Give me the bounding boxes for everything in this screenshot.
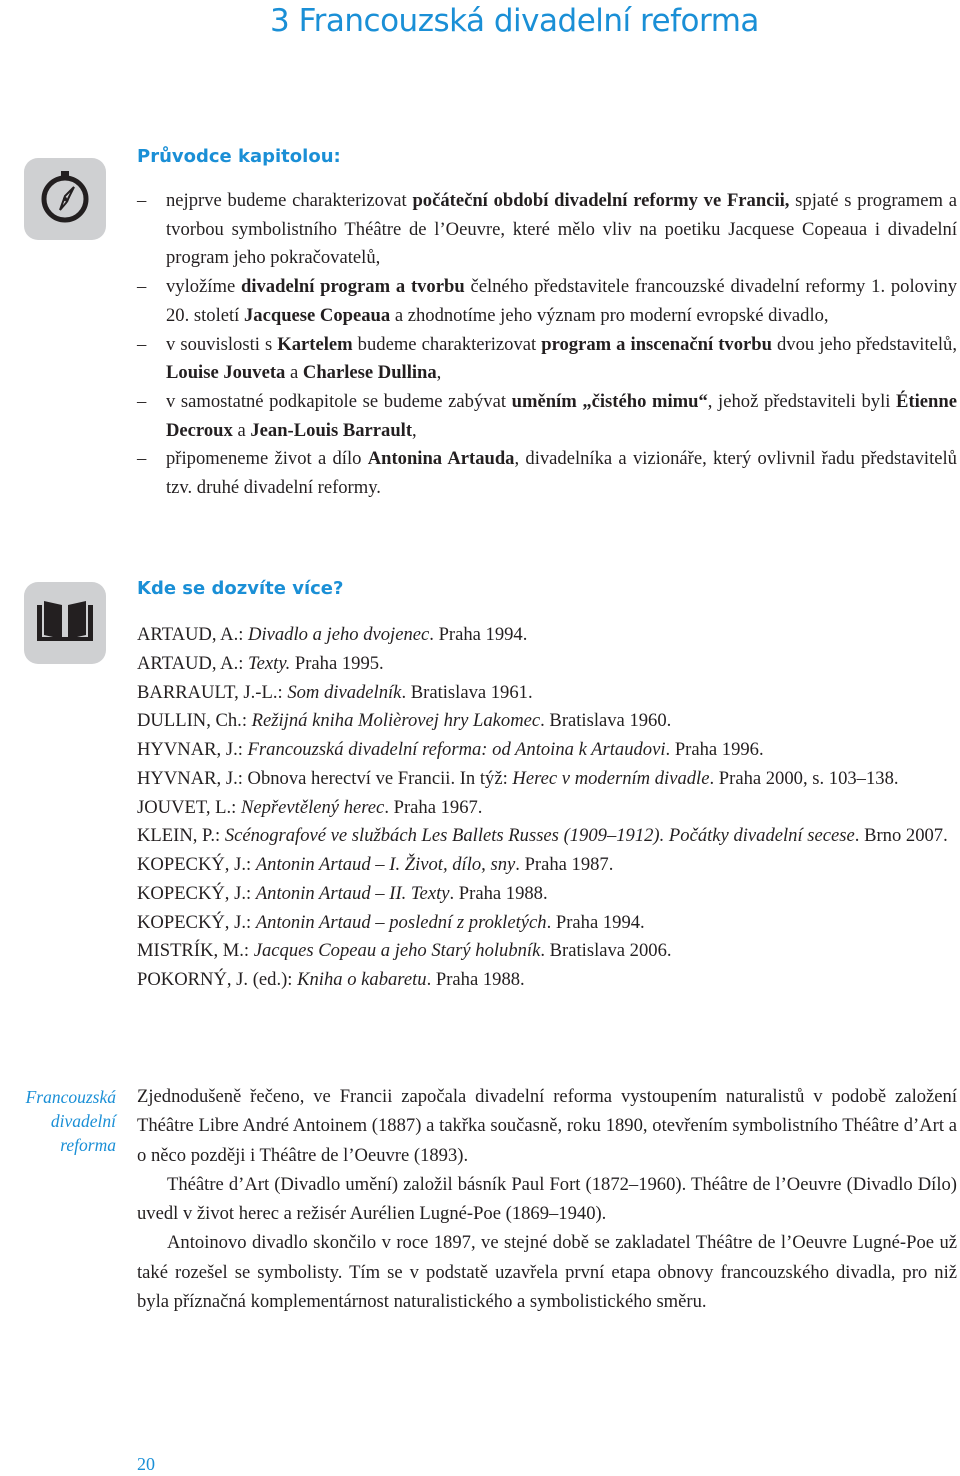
text-run: KOPECKÝ, J.:: [137, 882, 256, 904]
text-run: nejprve budeme charakterizovat: [166, 190, 413, 211]
italic-title: Antonin Artaud – poslední z prokletých: [255, 911, 547, 933]
italic-title: Scénografové ve službách Les Ballets Russes (1909–1912). Počátky divadelní secese: [224, 825, 855, 847]
reading-icon-box: [24, 582, 106, 664]
text-run: KOPECKÝ, J.:: [137, 854, 256, 875]
text-run: . Praha 1994.: [546, 911, 645, 933]
italic-title: Režijná kniha Molièrovej hry Lakomec: [251, 710, 541, 732]
guide-list-item: [137, 187, 957, 273]
italic-title: Divadlo a jeho dvojenec: [248, 624, 430, 645]
text-run: BARRAULT, J.-L.:: [137, 681, 288, 703]
bold-text: divadelní program a tvorbu: [241, 276, 465, 298]
body-paragraph: Théâtre d’Art (Divadlo umění) založil básník Paul Fort (1872–1960). Théâtre de l’Oeuvre (Divadlo Dílo) uvedl v život herec a režisér Aurélien Lugné-Poe (1869–1940).: [137, 1173, 957, 1225]
text-run: a: [232, 419, 251, 441]
italic-title: Francouzská divadelní reforma: od Antoina k Artaudovi: [247, 739, 666, 760]
reference-item: [137, 621, 957, 650]
reference-item: [137, 707, 957, 736]
guide-list-item: [137, 273, 957, 330]
bold-text: Kartelem: [277, 333, 353, 355]
bold-text: uměním „čistého mimu“: [511, 390, 708, 412]
italic-title: Antonin Artaud – I. Život, dílo, sny: [255, 854, 516, 875]
text-run: vyložíme: [166, 276, 241, 298]
bold-text: Charlese Dullina: [302, 362, 437, 384]
bold-text: Jean-Louis Barrault: [250, 419, 413, 441]
text-run: ARTAUD, A.:: [137, 652, 249, 674]
text-run: HYVNAR, J.:: [137, 739, 248, 760]
text-run: . Brno 2007.: [854, 825, 948, 847]
text-run: . Praha 1988.: [449, 882, 548, 904]
dash-bullet: –: [137, 448, 147, 470]
text-run: Praha 1995.: [290, 652, 384, 674]
reference-item: [137, 822, 957, 851]
text-run: připomeneme život a dílo: [166, 448, 368, 470]
reference-item: [137, 650, 957, 679]
text-run: a zhodnotíme jeho význam pro moderní evropské divadlo,: [390, 304, 829, 326]
dash-bullet: –: [137, 333, 147, 355]
body-text: [137, 1082, 957, 1316]
text-run: čelného představitele francouzské divadelní reformy 1. poloviny 20. století: [166, 276, 957, 326]
guide-list-item: [137, 445, 957, 502]
reference-item: [137, 909, 957, 938]
text-run: budeme charakterizovat: [352, 333, 542, 355]
italic-title: Som divadelník: [287, 681, 402, 703]
reference-item: [137, 937, 957, 966]
text-run: . Praha 1988.: [426, 969, 525, 990]
bold-text: Louise Jouveta: [166, 362, 286, 384]
guide-list-item: [137, 331, 957, 388]
italic-title: Herec v moderním divadle: [512, 767, 710, 789]
chapter-title: 3 Francouzská divadelní reforma: [270, 3, 759, 39]
italic-title: Jacques Copeau a jeho Starý holubník: [253, 940, 541, 962]
text-run: ,: [436, 362, 442, 384]
reference-item: [137, 765, 957, 794]
text-run: , divadelníka a vizionáře, který ovlivnil řadu představitelů tzv. druhé divadelní reformy.: [166, 448, 957, 499]
book-icon: [37, 599, 93, 648]
text-run: MISTRÍK, M.:: [137, 940, 254, 962]
bold-text: program a inscenační tvorbu: [541, 333, 772, 355]
guide-list-item: [137, 388, 957, 445]
text-run: , jehož představiteli byli: [707, 390, 897, 412]
guide-list: [137, 187, 957, 503]
compass-icon: [36, 168, 94, 231]
text-run: JOUVET, L.:: [137, 796, 241, 818]
text-run: . Praha 1967.: [384, 796, 483, 818]
bold-text: Jacquese Copeaua: [244, 304, 391, 326]
text-run: v samostatné podkapitole se budeme zabývat: [166, 390, 512, 412]
reading-heading: Kde se dozvíte více?: [137, 578, 344, 599]
reference-item: [137, 679, 957, 708]
text-run: . Praha 1987.: [515, 854, 614, 875]
reference-item: [137, 966, 957, 995]
italic-title: Texty.: [248, 652, 291, 674]
guide-heading: Průvodce kapitolou:: [137, 146, 341, 167]
text-run: KLEIN, P.:: [137, 825, 225, 847]
text-run: . Bratislava 1960.: [540, 710, 672, 732]
guide-icon-box: [24, 158, 106, 240]
reference-item: [137, 736, 957, 765]
body-paragraph: Zjednodušeně řečeno, ve Francii započala divadelní reforma vystoupením naturalistů v podobě založení Théâtre Libre André Antoinem (1887) a takřka současně, roku 1890, otevřením symbolistního Théâtre d’Art a o něco později i Théâtre de l’Oeuvre (1893).: [137, 1086, 957, 1166]
text-run: spjaté s programem a tvorbou symbolistního Théâtre de l’Oeuvre, které mělo vliv na poetiku Jacquese Copeaua i divadelní program jeho pokračovatelů,: [166, 190, 957, 269]
bold-text: počáteční období divadelní reformy ve Francii,: [412, 190, 790, 211]
text-run: KOPECKÝ, J.:: [137, 911, 256, 933]
text-run: ,: [412, 419, 417, 441]
reference-item: [137, 880, 957, 909]
dash-bullet: –: [137, 390, 147, 412]
bold-text: Antonina Artauda: [367, 448, 515, 470]
dash-bullet: –: [137, 190, 147, 211]
reference-item: [137, 794, 957, 823]
italic-title: Nepřevtělený herec: [240, 796, 385, 818]
reference-list: [137, 621, 957, 995]
page-number: 20: [137, 1454, 155, 1474]
text-run: a: [285, 362, 303, 384]
reference-item: [137, 851, 957, 880]
text-run: . Praha 1994.: [429, 624, 528, 645]
text-run: DULLIN, Ch.:: [137, 710, 252, 732]
text-run: . Bratislava 1961.: [401, 681, 533, 703]
text-run: HYVNAR, J.: Obnova herectví ve Francii. In týž:: [137, 767, 513, 789]
text-run: . Bratislava 2006.: [540, 940, 672, 962]
margin-note: Francouzská divadelní reforma: [25, 1087, 116, 1155]
text-run: . Praha 2000, s. 103–138.: [709, 767, 899, 789]
text-run: v souvislosti s: [166, 333, 278, 355]
text-run: . Praha 1996.: [665, 739, 764, 760]
italic-title: Kniha o kabaretu: [297, 969, 427, 990]
text-run: POKORNÝ, J. (ed.):: [137, 969, 298, 990]
bold-text: Étienne Decroux: [166, 390, 957, 441]
dash-bullet: –: [137, 276, 147, 298]
text-run: dvou jeho představitelů,: [771, 333, 957, 355]
body-paragraph: Antoinovo divadlo skončilo v roce 1897, ve stejné době se zakladatel Théâtre de l’Oeuvre Lugné-Poe už také rozešel se symbolisty. Tím se v podstatě uzavřela první etapa obnovy francouzského divadla, pro niž byla příznačná komplementárnost naturalistického a symbolistického směru.: [137, 1232, 957, 1313]
italic-title: Antonin Artaud – II. Texty: [255, 882, 450, 904]
text-run: ARTAUD, A.:: [137, 624, 249, 645]
